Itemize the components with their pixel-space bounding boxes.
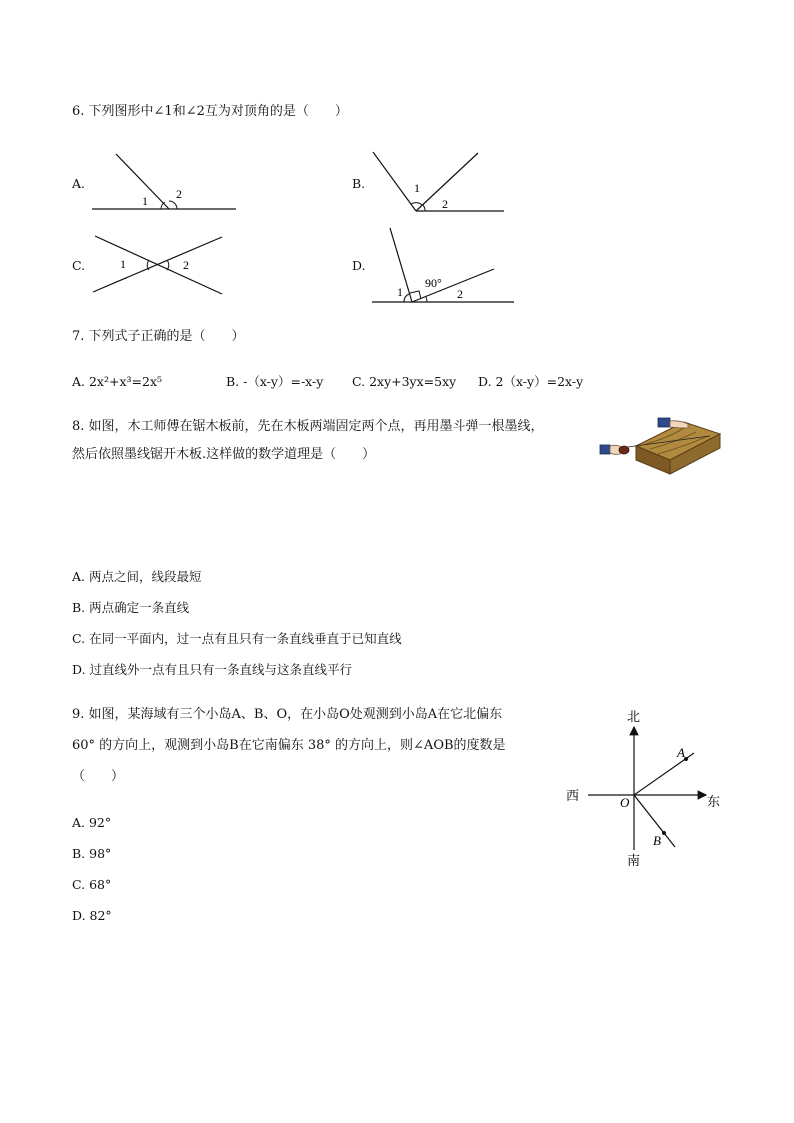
q8-stem-line1: 8. 如图，木工师傅在锯木板前，先在木板两端固定两个点，再用墨斗弹一根墨线， <box>72 419 544 434</box>
q6-option-d-label[interactable]: D. <box>352 258 366 273</box>
q7-option-a[interactable]: A. 2x²+x³=2x⁵ <box>72 374 163 389</box>
q8-option-d[interactable]: D. 过直线外一点有且只有一条直线与这条直线平行 <box>72 662 353 677</box>
q6-figure-d <box>368 225 518 305</box>
compass-north-label: 北 <box>627 709 641 724</box>
compass-diagram <box>560 705 725 870</box>
q7-option-d[interactable]: D. 2（x-y）=2x-y <box>478 374 584 389</box>
q6-b-angle2-label: 2 <box>442 197 448 211</box>
compass-south-label: 南 <box>627 853 641 868</box>
q6-figure-b <box>368 150 508 215</box>
q6-option-b-label[interactable]: B. <box>352 176 366 191</box>
q6-option-c-label[interactable]: C. <box>72 258 86 273</box>
q6-b-angle1-label: 1 <box>414 181 420 195</box>
q6-d-angle2-label: 2 <box>457 287 463 301</box>
q6-d-angle1-label: 1 <box>397 285 403 299</box>
q6-stem: 6. 下列图形中∠1和∠2互为对顶角的是（ ） <box>72 104 348 119</box>
q6-a-angle1-label: 1 <box>142 194 148 208</box>
q9-stem-line3: （ ） <box>72 769 125 784</box>
q6-figure-a <box>90 150 240 215</box>
compass-west-label: 西 <box>566 788 580 803</box>
compass-origin-label: O <box>620 795 630 810</box>
q9-option-a[interactable]: A. 92° <box>72 815 112 830</box>
q6-d-right-angle-label: 90° <box>425 276 442 290</box>
q8-option-c[interactable]: C. 在同一平面内，过一点有且只有一条直线垂直于已知直线 <box>72 631 402 646</box>
compass-east-label: 东 <box>707 794 721 809</box>
compass-point-a-label: A <box>677 745 685 760</box>
compass-point-b-label: B <box>653 833 661 848</box>
q6-c-angle2-label: 2 <box>183 258 189 272</box>
q7-option-c[interactable]: C. 2xy+3yx=5xy <box>352 374 457 389</box>
q9-stem-line1: 9. 如图，某海域有三个小岛A、B、O，在小岛O处观测到小岛A在它北偏东 <box>72 707 503 722</box>
q8-stem-line2: 然后依照墨线锯开木板.这样做的数学道理是（ ） <box>72 447 376 462</box>
carpenter-board-illustration <box>598 416 722 476</box>
q6-a-angle2-label: 2 <box>176 187 182 201</box>
q7-stem: 7. 下列式子正确的是（ ） <box>72 329 245 344</box>
q9-option-b[interactable]: B. 98° <box>72 846 112 861</box>
q9-option-d[interactable]: D. 82° <box>72 908 112 923</box>
q6-option-a-label[interactable]: A. <box>72 176 86 191</box>
q9-option-c[interactable]: C. 68° <box>72 877 112 892</box>
q8-option-a[interactable]: A. 两点之间，线段最短 <box>72 569 202 584</box>
q6-c-angle1-label: 1 <box>120 257 126 271</box>
q8-option-b[interactable]: B. 两点确定一条直线 <box>72 600 190 615</box>
q9-stem-line2: 60° 的方向上，观测到小岛B在它南偏东 38° 的方向上，则∠AOB的度数是 <box>72 738 506 753</box>
q7-option-b[interactable]: B. -（x-y）=-x-y <box>226 374 324 389</box>
q6-figure-c <box>90 232 230 297</box>
